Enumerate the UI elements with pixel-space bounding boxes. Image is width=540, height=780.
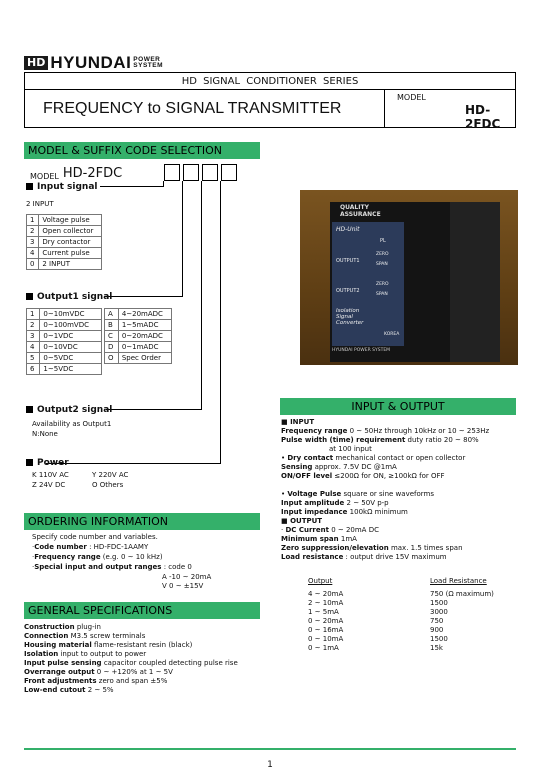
logo-sub1: POWER bbox=[133, 55, 161, 63]
general-heading: GENERAL SPECIFICATIONS bbox=[24, 602, 260, 619]
power-option-z: Z 24V DC bbox=[32, 481, 66, 489]
table-row: 0 ~ 16mA 900 bbox=[308, 626, 444, 634]
io-output-title: ■ OUTPUT bbox=[281, 517, 323, 525]
product-photo bbox=[300, 190, 518, 365]
input-signal-table bbox=[26, 214, 102, 270]
io-dc: · DC Current 0 ~ 20mA DC bbox=[281, 526, 379, 534]
io-onoff: ON/OFF level ≤200Ω for ON, ≥100kΩ for OFF bbox=[281, 472, 445, 480]
output2-line1: Availability as Output1 bbox=[32, 420, 112, 428]
table-row: 2 0~100mVDC bbox=[27, 320, 102, 331]
io-zero: Zero suppression/elevation max. 1.5 times span bbox=[281, 544, 463, 552]
load-table bbox=[308, 590, 508, 653]
io-load: Load resistance : output drive 15V maximum bbox=[281, 553, 447, 561]
photo-zero1: ZERO bbox=[376, 252, 389, 257]
io-vp: • Voltage Pulse square or sine waveforms bbox=[281, 490, 434, 498]
table-row: B 1~5mADC bbox=[105, 320, 172, 331]
bullet-square-icon bbox=[26, 459, 33, 466]
list-item: Construction plug-in bbox=[24, 623, 101, 631]
photo-korea: KOREA bbox=[384, 332, 400, 337]
table-row: 3 Dry contactor bbox=[27, 237, 102, 248]
output1-label: Output1 signal bbox=[37, 292, 113, 302]
io-pulse: Pulse width (time) requirement duty ratio 20 ~ 80% bbox=[281, 436, 479, 444]
io-freq: Frequency range 0 ~ 50Hz through 10kHz or 10 ~ 253Hz bbox=[281, 427, 490, 435]
io-heading: INPUT & OUTPUT bbox=[280, 398, 516, 415]
output1-table-left bbox=[26, 308, 102, 375]
photo-output1: OUTPUT1 bbox=[336, 258, 360, 264]
power-option-y: Y 220V AC bbox=[92, 471, 129, 479]
io-input-title: ■ INPUT bbox=[281, 418, 315, 426]
suffix-heading: MODEL & SUFFIX CODE SELECTION bbox=[24, 142, 260, 159]
page-title: FREQUENCY to SIGNAL TRANSMITTER bbox=[25, 90, 385, 127]
input-signal-label: Input signal bbox=[37, 182, 98, 192]
power-heading bbox=[26, 458, 69, 468]
io-minspan: Minimum span 1mA bbox=[281, 535, 357, 543]
suffix-boxes bbox=[164, 164, 237, 181]
table-row: 4 0~10VDC bbox=[27, 342, 102, 353]
table-row: A 4~20mADC bbox=[105, 309, 172, 320]
model-code-label: MODEL bbox=[30, 172, 59, 181]
ordering-code: ·Code number : HD-FDC-1AAMY bbox=[32, 543, 149, 551]
table-row: 2 Open collector bbox=[27, 226, 102, 237]
list-item: Low-end cutout 2 ~ 5% bbox=[24, 686, 114, 694]
model-label: MODEL bbox=[397, 93, 426, 102]
table-row: 4 Current pulse bbox=[27, 248, 102, 259]
io-imp: Input impedance 100kΩ minimum bbox=[281, 508, 408, 516]
bullet-square-icon bbox=[26, 183, 33, 190]
ordering-heading: ORDERING INFORMATION bbox=[24, 513, 260, 530]
ordering-special-v: V 0 ~ ±15V bbox=[162, 582, 204, 590]
bullet-square-icon bbox=[26, 293, 33, 300]
logo-name: HYUNDAI bbox=[50, 53, 132, 72]
table-row: 3 0~1VDC bbox=[27, 331, 102, 342]
list-item: Overrange output 0 ~ +120% at 1 ~ 5V bbox=[24, 668, 173, 676]
power-option-o: O Others bbox=[92, 481, 124, 489]
model-code bbox=[30, 166, 122, 181]
photo-caption-1: Isolation bbox=[336, 308, 360, 314]
output1-table-right bbox=[104, 308, 172, 364]
table-row: 5 0~5VDC bbox=[27, 353, 102, 364]
photo-caption bbox=[336, 308, 363, 326]
table-row: 1 ~ 5mA 3000 bbox=[308, 608, 448, 616]
page-number: 1 bbox=[267, 760, 273, 770]
io-dry: • Dry contact mechanical contact or open collector bbox=[281, 454, 466, 462]
table-row: 1 0~10mVDC bbox=[27, 309, 102, 320]
table-row: C 0~20mADC bbox=[105, 331, 172, 342]
output2-label: Output2 signal bbox=[37, 405, 113, 415]
table-row: O Spec Order bbox=[105, 353, 172, 364]
suffix-box-input bbox=[164, 164, 180, 181]
photo-unit: HD-Unit bbox=[336, 226, 360, 233]
logo-sub2: SYSTEM bbox=[133, 62, 164, 69]
load-col-output: Output bbox=[308, 577, 333, 585]
power-label: Power bbox=[37, 458, 69, 468]
io-sensing: Sensing approx. 7.5V DC @1mA bbox=[281, 463, 397, 471]
photo-pl: PL bbox=[380, 238, 386, 244]
table-row: D 0~1mADC bbox=[105, 342, 172, 353]
header-box bbox=[24, 72, 516, 131]
ordering-freq: ·Frequency range (e.g. 0 ~ 10 kHz) bbox=[32, 553, 163, 561]
list-item: Connection M3.5 screw terminals bbox=[24, 632, 146, 640]
logo-subtitle bbox=[133, 57, 163, 70]
list-item: Housing material flame-resistant resin (black) bbox=[24, 641, 193, 649]
table-row: 1 Voltage pulse bbox=[27, 215, 102, 226]
photo-caption-3: Converter bbox=[336, 320, 364, 326]
suffix-box-power bbox=[221, 164, 237, 181]
model-number: HD-2FDC bbox=[465, 103, 501, 131]
output1-heading bbox=[26, 292, 112, 302]
io-amp: Input amplitude 2 ~ 50V p-p bbox=[281, 499, 389, 507]
ordering-intro: Specify code number and variables. bbox=[32, 533, 158, 541]
company-logo bbox=[24, 55, 163, 71]
photo-span1: SPAN bbox=[376, 262, 388, 267]
output2-line2: N:None bbox=[32, 430, 58, 438]
table-row: 0 ~ 1mA 15k bbox=[308, 644, 443, 652]
photo-output2: OUTPUT2 bbox=[336, 288, 360, 294]
ordering-special: ·Special input and output ranges : code 0 bbox=[32, 563, 192, 571]
photo-zero2: ZERO bbox=[376, 282, 389, 287]
table-row: 0 2 INPUT bbox=[27, 259, 102, 270]
bullet-square-icon bbox=[26, 406, 33, 413]
input-signal-sub: 2 INPUT bbox=[26, 200, 54, 208]
photo-caption-2: Signal bbox=[336, 314, 353, 320]
ordering-special-a: A -10 ~ 20mA bbox=[162, 573, 212, 581]
table-row: 0 ~ 10mA 1500 bbox=[308, 635, 448, 643]
list-item: Front adjustments zero and span ±5% bbox=[24, 677, 168, 685]
photo-brand: HYUNDAI POWER SYSTEM bbox=[332, 348, 391, 353]
photo-qa: QUALITY ASSURANCE bbox=[340, 204, 381, 218]
footer-rule bbox=[24, 748, 516, 750]
output2-heading bbox=[26, 405, 112, 415]
table-row: 2 ~ 10mA 1500 bbox=[308, 599, 448, 607]
general-specs-list bbox=[24, 623, 238, 695]
list-item: Isolation input to output to power bbox=[24, 650, 147, 658]
suffix-box-output2 bbox=[202, 164, 218, 181]
power-option-k: K 110V AC bbox=[32, 471, 69, 479]
input-signal-heading bbox=[26, 182, 98, 192]
suffix-box-output1 bbox=[183, 164, 199, 181]
logo-hd: HD bbox=[24, 56, 48, 70]
table-row: 4 ~ 20mA 750 (Ω maximum) bbox=[308, 590, 494, 598]
load-col-resistance: Load Resistance bbox=[430, 577, 487, 585]
list-item: Input pulse sensing capacitor coupled detecting pulse rise bbox=[24, 659, 238, 667]
photo-span2: SPAN bbox=[376, 292, 388, 297]
table-row: 6 1~5VDC bbox=[27, 364, 102, 375]
series-title: HD SIGNAL CONDITIONER SERIES bbox=[25, 73, 515, 90]
model-code-value: HD-2FDC bbox=[62, 166, 123, 181]
table-row: 0 ~ 20mA 750 bbox=[308, 617, 444, 625]
io-pulse-2: at 100 input bbox=[329, 445, 372, 453]
io-section bbox=[281, 418, 517, 562]
